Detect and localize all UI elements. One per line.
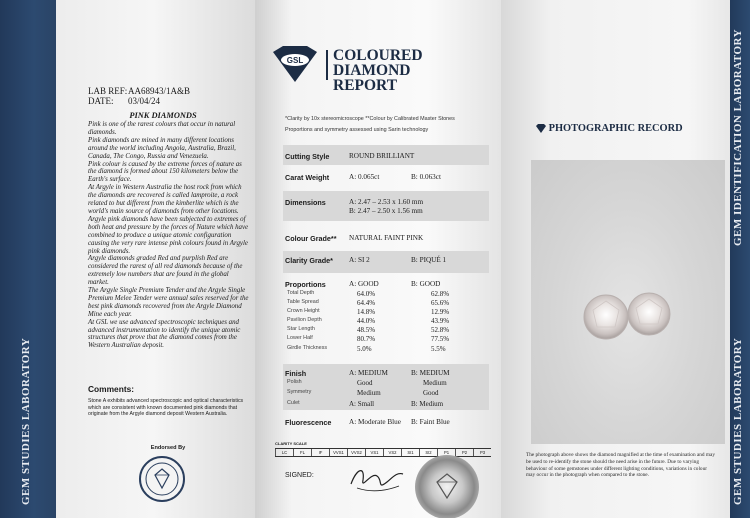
- report-title: [333, 48, 501, 93]
- date-label: DATE:: [88, 96, 114, 106]
- signed-label: SIGNED:: [285, 472, 314, 479]
- finish-a-value: A: Small: [349, 400, 375, 408]
- fluorescence-a: A: Moderate Blue: [349, 418, 401, 426]
- proportion-name: Table Spread: [287, 299, 319, 305]
- dimensions-a: A: 2.47 – 2.53 x 1.60 mm: [349, 198, 424, 206]
- proportion-b: 5.5%: [431, 345, 446, 353]
- finish-b-value: B: Medium: [411, 400, 444, 408]
- colour-label: Colour Grade**: [285, 234, 337, 243]
- carat-a: A: 0.065ct: [349, 173, 380, 181]
- fluorescence-b: B: Faint Blue: [411, 418, 450, 426]
- clarity-scale-grade: IF: [311, 449, 329, 456]
- comments-text: Stone A exhibits advanced spectroscopic and optical characteristics which are consistent with known documented pink diamonds that originate from the Argyle diamond deposit Western Australia.: [88, 398, 244, 418]
- left-panel: [0, 0, 255, 518]
- diamond-photo: [531, 160, 725, 444]
- paragraph: At Argyle in Western Australia the host rock from which the diamonds are recovered is called lamproite, a rock related to but different from the kimberlite which is the world's main source of diamonds from other locations.: [88, 184, 242, 215]
- clarity-scale-grade: P1: [437, 449, 455, 456]
- clarity-scale-grade: SI1: [401, 449, 419, 456]
- proportion-name: Star Length: [287, 326, 315, 332]
- proportion-a: 14.8%: [357, 308, 376, 316]
- proportion-a: 5.0%: [357, 345, 372, 353]
- clarity-b: B: PIQUÉ 1: [411, 256, 447, 264]
- proportion-b: 77.5%: [431, 335, 450, 343]
- gsl-logo-text: GSL: [286, 56, 304, 65]
- diamonds-image-icon: [531, 160, 725, 444]
- clarity-scale: [275, 441, 491, 457]
- clarity-a: A: SI 2: [349, 256, 370, 264]
- report-meta: [88, 86, 190, 106]
- proportion-name: Lower Half: [287, 335, 313, 341]
- photo-caption: The photograph above shows the diamond magnified at the time of examination and may be used to re-identify the stone should the need arise in the future. Due to varying behaviour of some gemstones under different lighting conditions, variations in colour may occur in the photograph when compared to the stone.: [526, 452, 716, 479]
- proportion-b: 43.9%: [431, 317, 450, 325]
- proportions-b: B: GOOD: [411, 280, 441, 288]
- clarity-scale-grade: SI2: [419, 449, 437, 456]
- cutting-style-value: ROUND BRILLIANT: [349, 152, 415, 160]
- finish-label: Finish: [285, 369, 307, 378]
- cutting-style-label: Cutting Style: [285, 152, 330, 161]
- clarity-scale-grade: P2: [455, 449, 473, 456]
- lab-ref-label: LAB REF:: [88, 86, 128, 96]
- proportion-b: 62.8%: [431, 290, 450, 298]
- gaa-seal-icon: [138, 455, 186, 503]
- clarity-scale-grade: P3: [473, 449, 491, 456]
- side-label-top: [732, 29, 744, 246]
- clarity-scale-grade: VVS2: [347, 449, 365, 456]
- proportions-label: Proportions: [285, 280, 326, 289]
- side-label-bottom: [732, 338, 744, 505]
- hologram-diamond-icon: [431, 470, 463, 502]
- finish-b: B: MEDIUM: [411, 369, 450, 377]
- dimensions-label: Dimensions: [285, 198, 326, 207]
- paragraph: Pink colour is caused by the extreme forces of nature as the diamond is formed about 150 kilometers below the Earth's surface.: [88, 160, 242, 184]
- paragraph: Argyle diamonds graded Red and purplish Red are considered the rarest of all red diamonds because of the extremely low numbers that are found in the global market.: [88, 255, 243, 287]
- proportions-a: A: GOOD: [349, 280, 379, 288]
- finish-a: A: MEDIUM: [349, 369, 388, 377]
- proportion-a: 64.0%: [357, 290, 376, 298]
- date-value: 03/04/24: [128, 96, 161, 106]
- proportion-a: 64.4%: [357, 299, 376, 307]
- report-title-line2: REPORT: [333, 77, 398, 94]
- proportion-name: Total Depth: [287, 290, 315, 296]
- side-label-top-text: GEM IDENTIFICATION LABORATORY: [732, 28, 744, 246]
- note-proportions: Proportions and symmetry assessed using Sarin technology: [285, 126, 429, 133]
- pink-diamonds-title: PINK DIAMONDS: [129, 111, 197, 120]
- comments-title: Comments:: [88, 384, 135, 394]
- finish-name: Culet: [287, 400, 300, 406]
- paragraph: Pink is one of the rarest colours that occur in natural diamonds.: [88, 121, 236, 136]
- note-clarity-colour: *Clarity by 10x stereomicroscope **Colour by Calibrated Master Stones: [285, 116, 455, 122]
- proportion-name: Crown Height: [287, 308, 320, 314]
- side-label-bottom-text: GEM STUDIES LABORATORY: [732, 337, 744, 505]
- proportion-b: 52.8%: [431, 326, 450, 334]
- lab-ref-value: AA68943/1A&B: [128, 86, 191, 96]
- photographic-record-text: PHOTOGRAPHIC RECORD: [548, 123, 683, 134]
- proportion-b: 65.6%: [431, 299, 450, 307]
- title-separator: [326, 50, 328, 80]
- fluorescence-label: Fluorescence: [285, 418, 332, 427]
- finish-b-value: Medium: [423, 379, 447, 387]
- paragraph: Argyle pink diamonds have been subjected to extremes of both heat and pressure by the forces of Nature which have combined to produce a unique atomic configuration causing the very rare intense pink colours found in Argyle pink diamonds.: [88, 215, 249, 255]
- report-title-line1: COLOURED DIAMOND: [333, 47, 423, 79]
- carat-label: Carat Weight: [285, 173, 330, 182]
- carat-b: B: 0.063ct: [411, 173, 441, 181]
- clarity-scale-grade: VVS1: [329, 449, 347, 456]
- colour-value: NATURAL FAINT PINK: [349, 234, 424, 242]
- clarity-scale-grade: LC: [275, 449, 293, 456]
- grading-notes: [285, 114, 495, 135]
- finish-a-value: Good: [357, 379, 373, 387]
- finish-name: Symmetry: [287, 389, 312, 395]
- pink-diamonds-body: [88, 121, 250, 350]
- proportion-a: 48.5%: [357, 326, 376, 334]
- endorsed-by-label: Endorsed By: [150, 445, 186, 451]
- paragraph: Pink diamonds are mined in many different locations around the world including Angola, Australia, Brazil, Canada, The Congo, Russia and Venezuela.: [88, 136, 236, 160]
- clarity-scale-grade: VS2: [383, 449, 401, 456]
- gsl-logo-icon: [269, 44, 321, 84]
- gsl-mini-logo-icon: [536, 124, 546, 133]
- clarity-scale-row: [275, 448, 491, 457]
- photographic-record-title: [536, 123, 683, 134]
- finish-a-value: Medium: [357, 389, 381, 397]
- finish-name: Polish: [287, 379, 302, 385]
- paragraph: At GSL we use advanced spectroscopic techniques and advanced instrumentation to identify the unique atomic structures that prove that the diamond comes from the Western Australian deposit.: [88, 318, 241, 350]
- clarity-scale-grade: FL: [293, 449, 311, 456]
- proportion-b: 12.9%: [431, 308, 450, 316]
- report-panel: [255, 0, 501, 518]
- clarity-label: Clarity Grade*: [285, 256, 333, 265]
- side-lab-name: [20, 338, 32, 505]
- clarity-scale-grade: VS1: [365, 449, 383, 456]
- signature-icon: [347, 462, 407, 496]
- proportion-name: Pavilion Depth: [287, 317, 322, 323]
- photo-panel: [501, 0, 750, 518]
- paragraph: The Argyle Single Premium Tender and the Argyle Single Premium Melee Tender were annual sales reserved for the best pink diamonds recovered from the Argyle Diamond Mine each year.: [88, 287, 249, 318]
- proportion-a: 44.0%: [357, 317, 376, 325]
- dimensions-b: B: 2.47 – 2.50 x 1.56 mm: [349, 207, 423, 215]
- finish-b-value: Good: [423, 389, 439, 397]
- side-lab-name-text: GEM STUDIES LABORATORY: [20, 337, 32, 505]
- clarity-scale-label: CLARITY SCALE: [275, 441, 307, 446]
- proportion-name: Girdle Thickness: [287, 345, 328, 351]
- proportion-a: 80.7%: [357, 335, 376, 343]
